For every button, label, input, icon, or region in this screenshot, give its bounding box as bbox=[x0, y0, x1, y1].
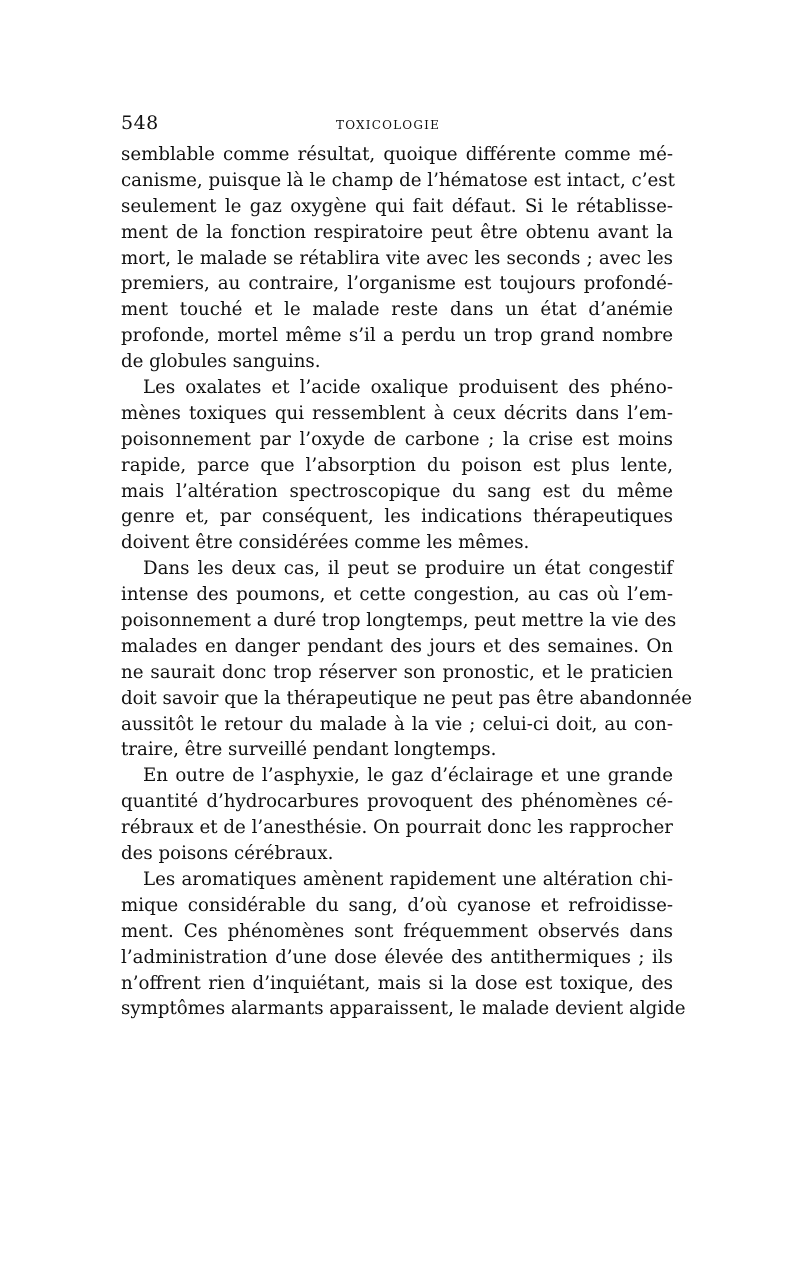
text-line: mènes toxiques qui ressemblent à ceux décrits dans l’em- bbox=[121, 402, 673, 424]
text-line: semblable comme résultat, quoique différente comme mé- bbox=[121, 144, 673, 165]
text-line: Les aromatiques amènent rapidement une altération chi- bbox=[143, 868, 673, 890]
text-line: n’offrent rien d’inquiétant, mais si la dose est toxique, des bbox=[121, 972, 673, 994]
text-line: malades en danger pendant des jours et des semaines. On bbox=[121, 635, 673, 657]
text-line: ne saurait donc trop réserver son pronostic, et le praticien bbox=[121, 661, 673, 683]
text-line: rébraux et de l’anesthésie. On pourrait donc les rapprocher bbox=[121, 817, 673, 839]
text-line: Les oxalates et l’acide oxalique produisent des phéno- bbox=[143, 377, 673, 399]
text-line: premiers, au contraire, l’organisme est toujours profondé- bbox=[121, 273, 673, 295]
text-line: mort, le malade se rétablira vite avec les seconds ; avec les bbox=[121, 247, 673, 269]
page-number: 548 bbox=[121, 112, 159, 134]
text-line: canisme, puisque là le champ de l’hématose est intact, c’est bbox=[121, 169, 675, 191]
text-line: aussitôt le retour du malade à la vie ; celui-ci doit, au con- bbox=[121, 713, 673, 735]
text-line: mais l’altération spectroscopique du sang est du même bbox=[121, 480, 673, 502]
text-line: doivent être considérées comme les mêmes. bbox=[121, 532, 530, 554]
text-line: traire, être surveillé pendant longtemps. bbox=[121, 739, 497, 761]
text-line: poisonnement par l’oxyde de carbone ; la crise est moins bbox=[121, 428, 673, 450]
text-line: symptômes alarmants apparaissent, le malade devient algide bbox=[121, 998, 686, 1020]
book-page bbox=[121, 112, 692, 1022]
text-line: Dans les deux cas, il peut se produire un état congestif bbox=[143, 558, 673, 580]
text-line: poisonnement a duré trop longtemps, peut mettre la vie des bbox=[121, 610, 677, 632]
text-line: En outre de l’asphyxie, le gaz d’éclairage et une grande bbox=[143, 765, 673, 787]
text-line: de globules sanguins. bbox=[121, 351, 321, 373]
page-header bbox=[121, 112, 673, 142]
text-line: doit savoir que la thérapeutique ne peut pas être abandonnée bbox=[121, 687, 692, 709]
text-line: mique considérable du sang, d’où cyanose et refroidisse- bbox=[121, 894, 673, 916]
text-line: rapide, parce que l’absorption du poison est plus lente, bbox=[121, 454, 673, 476]
text-line: ment touché et le malade reste dans un état d’anémie bbox=[121, 299, 673, 321]
text-line: intense des poumons, et cette congestion, au cas où l’em- bbox=[121, 584, 673, 606]
text-line: ment. Ces phénomènes sont fréquemment observés dans bbox=[121, 920, 673, 942]
text-line: seulement le gaz oxygène qui fait défaut. Si le rétablisse- bbox=[121, 195, 673, 217]
running-head: TOXICOLOGIE bbox=[336, 118, 441, 132]
text-line: ment de la fonction respiratoire peut être obtenu avant la bbox=[121, 221, 673, 243]
text-line: quantité d’hydrocarbures provoquent des phénomènes cé- bbox=[121, 791, 673, 813]
text-line: genre et, par conséquent, les indications thérapeutiques bbox=[121, 506, 673, 528]
body-text bbox=[121, 142, 692, 1022]
text-line: l’administration d’une dose élevée des antithermiques ; ils bbox=[121, 946, 673, 968]
text-line: des poisons cérébraux. bbox=[121, 843, 334, 865]
text-line: profonde, mortel même s’il a perdu un trop grand nombre bbox=[121, 325, 673, 347]
